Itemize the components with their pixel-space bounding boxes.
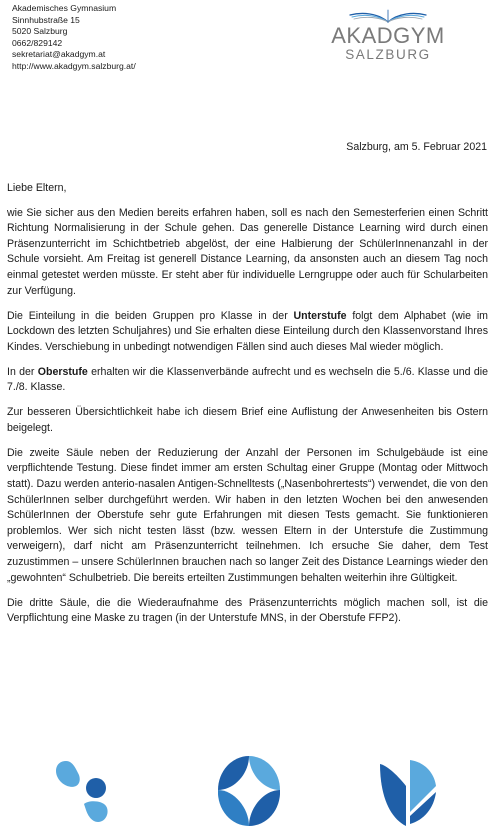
school-logo [322, 6, 454, 62]
star-emblem-icon [218, 756, 280, 831]
address-line-email[interactable]: sekretariat@akadgym.at [12, 49, 106, 60]
paragraph-5: Die zweite Säule neben der Reduzierung der Anzahl der Personen im Schulgebäude ist eine verpflichtende Testung. Diese findet immer am ersten Schultag einer Gruppe (Montag oder Mittwoch statt). Dazu werden anterio-nasalen Antigen-Schnelltests („Nasenbohrertests“) verwendet, die von den SchülerInnen selber durchgeführt werden. Wir haben in den letzten Wochen bei den anwesenden SchülerInnen der Oberstufe sehr gute Erfahrungen mit diesen Tests gemacht. Sie funktionieren problemlos. Wer sich nicht testen lässt (bzw. wessen Eltern in der Unterstufe die Zustimmung verweigern), darf nicht am Präsenzunterricht teilnehmen. Ich ersuche Sie daher, dem Test zuzustimmen – unsere SchülerInnen brauchen nach so langer Zeit des Distance Learnings wieder den „gewohnten“ Schulbetrieb. Die bereits erteilten Zustimmungen behalten weiterhin ihre Gültigkeit. [7, 446, 488, 584]
letter-date: Salzburg, am 5. Februar 2021 [346, 141, 487, 153]
paragraph-3-text-b: erhalten wir die Klassenverbände aufrecht und es wechseln die 5./6. Klasse und die 7./8. Klasse. [7, 365, 488, 394]
address-line-name: Akademisches Gymnasium [12, 3, 117, 13]
address-line-city: 5020 Salzburg [12, 26, 68, 37]
paragraph-4: Zur besseren Übersichtlichkeit habe ich diesem Brief eine Auflistung der Anwesenheiten bis Ostern beigelegt. [7, 406, 488, 434]
paragraph-3-bold: Oberstufe [37, 365, 88, 378]
paragraph-2-text-a: Die Einteilung in die beiden Gruppen pro Klasse in der [7, 309, 294, 322]
paragraph-3 [7, 365, 488, 396]
paragraph-2-text-b: folgt dem Alphabet (wie im Lockdown des letzten Schuljahres) und Sie erhalten diese Einteilung durch den Klassenvorstand Ihres Kindes. Verschiebung in unbedingt notwendigen Fällen sind auch dieses Mal wieder möglich. [7, 309, 488, 353]
address-line-website[interactable]: http://www.akadgym.salzburg.at/ [12, 60, 136, 71]
book-icon [346, 6, 430, 24]
salutation: Liebe Eltern, [7, 182, 67, 194]
paragraph-6: Die dritte Säule, die die Wiederaufnahme des Präsenzunterrichts möglich machen soll, ist die Verpflichtung eine Maske zu tragen (in der Unterstufe MNS, in der Oberstufe FFP2). [7, 596, 488, 625]
logo-name: AKADGYM [331, 23, 445, 48]
leaf-emblem-icon [376, 756, 440, 831]
footer-icons [0, 756, 500, 831]
paragraph-1: wie Sie sicher aus den Medien bereits erfahren haben, soll es nach den Semesterferien einen Schritt Richtung Normalisierung in der Schule gehen. Das generelle Distance Learning wird durch einen Präsenzunterricht im Schichtbetrieb abgelöst, der eine Halbierung der SchülerInnenanzahl in der Schule vorsieht. Am Freitag ist generell Distance Learning, da ansonsten auch an diesem Tag noch einmal getestet werden müsste. Er steht aber für individuelle Lerngruppe oder auch für Schularbeiten zur Verfügung. [7, 206, 488, 297]
address-line-phone: 0662/829142 [12, 37, 63, 48]
school-address [12, 3, 136, 73]
paragraph-2 [7, 309, 488, 356]
address-line-street: Sinnhubstraße 15 [12, 14, 80, 25]
logo-city: SALZBURG [345, 47, 431, 62]
person-icon [54, 756, 118, 831]
paragraph-3-text-a: In der [7, 365, 38, 378]
paragraph-2-bold: Unterstufe [293, 309, 347, 322]
letter-body [7, 181, 488, 636]
